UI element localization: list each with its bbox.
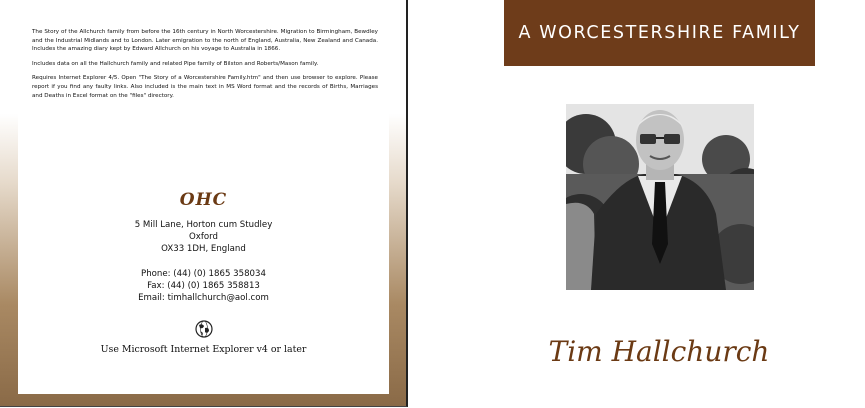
globe-icon [194, 319, 214, 339]
author-photo [566, 104, 754, 290]
fax-line: Fax: (44) (0) 1865 358813 [147, 281, 260, 291]
phone-line: Phone: (44) (0) 1865 358034 [141, 269, 266, 279]
email-line: Email: timhallchurch@aol.com [138, 293, 269, 303]
title-banner [504, 0, 815, 66]
address-line: 5 Mill Lane, Horton cum Studley [134, 220, 273, 230]
author-name: Tim Hallchurch [548, 335, 770, 368]
publisher-mark: OHC [179, 190, 228, 210]
address-line: OX33 1DH, England [161, 244, 246, 254]
address-line: Oxford [189, 232, 218, 242]
book-title: A WORCESTERSHIRE FAMILY [518, 23, 801, 43]
blurb-paragraph: The Story of the Allchurch family from before the 16th century in North Worcestershire. Migration to Birmingham, Bewdley and the Industrial Midlands and to London. Later emigration to the north of England, Australia, New Zealand and Canada. Includes the amazing diary kept by Edward Allchurch on his voyage to Australia in 1866. [32, 29, 378, 53]
back-cover [0, 0, 408, 407]
blurb-paragraph: Requires Internet Explorer 4/5. Open "The Story of a Worcestershire Family.htm" and then use browser to explore. Please report if you find any faulty links. Also included is the main text in MS Word format and the records of Births, Marriages and Deaths in Excel format on the "files" directory. [32, 75, 378, 99]
contact-block [18, 268, 389, 304]
back-cover-card [18, 14, 389, 394]
blurb [32, 28, 378, 106]
address-block [18, 219, 389, 255]
browser-requirement-note: Use Microsoft Internet Explorer v4 or later [100, 344, 307, 355]
blurb-paragraph: Includes data on all the Hallchurch family and related Pipe family of Bilston and Roberts/Mason family. [32, 60, 319, 67]
